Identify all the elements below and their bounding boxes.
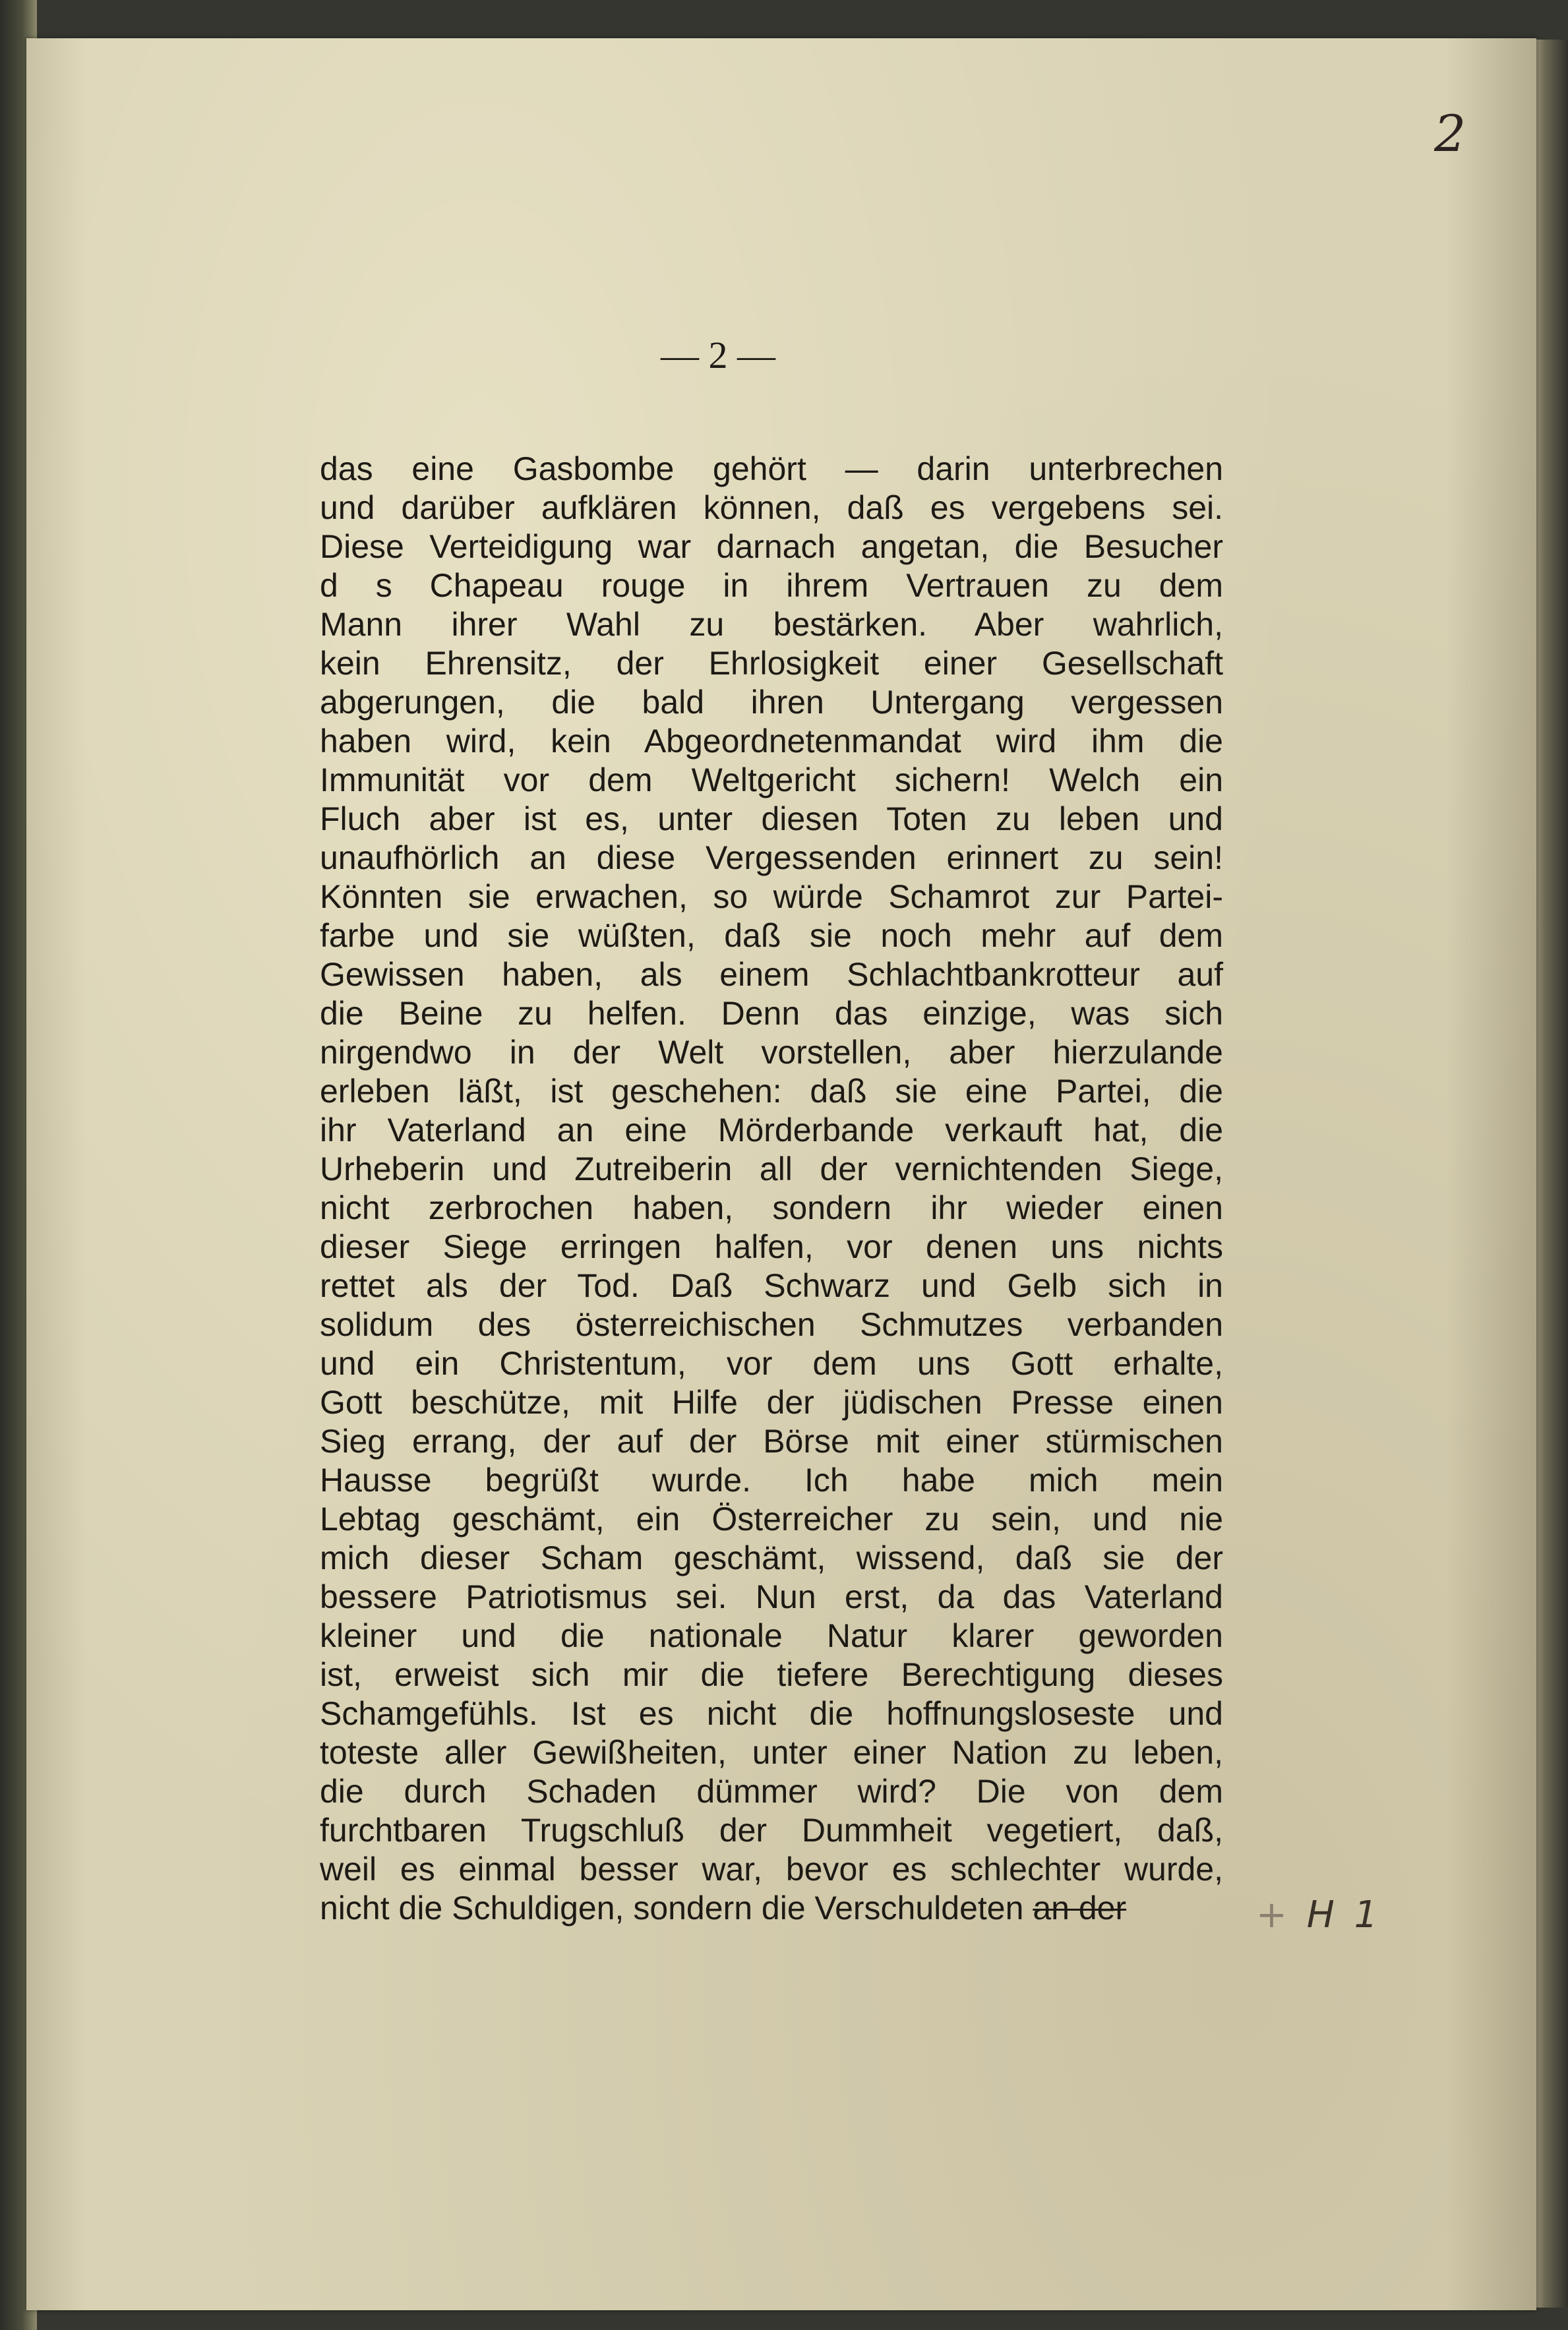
text-line: Diese Verteidigung war darnach angetan, die Besucher — [320, 528, 1223, 565]
text-line: bessere Patriotismus sei. Nun erst, da das Vaterland — [320, 1578, 1223, 1615]
text-line: und darüber aufklären können, daß es vergebens sei. — [320, 489, 1223, 526]
text-line: ihr Vaterland an eine Mörderbande verkauft hat, die — [320, 1112, 1223, 1149]
text-line: erleben läßt, ist geschehen: daß sie eine Partei, die — [320, 1073, 1223, 1110]
text-line: Hausse begrüßt wurde. Ich habe mich mein — [320, 1462, 1223, 1499]
body-text — [320, 450, 1223, 1928]
text-line: nirgendwo in der Welt vorstellen, aber hierzulande — [320, 1034, 1223, 1071]
text-line: Gott beschütze, mit Hilfe der jüdischen Presse einen — [320, 1384, 1223, 1421]
text-line: farbe und sie wüßten, daß sie noch mehr auf dem — [320, 917, 1223, 954]
text-line: ist, erweist sich mir die tiefere Berechtigung dieses — [320, 1656, 1223, 1693]
text-line: das eine Gasbombe gehört — darin unterbrechen — [320, 450, 1223, 487]
text-line: toteste aller Gewißheiten, unter einer Nation zu leben, — [320, 1734, 1223, 1771]
text-line: unaufhörlich an diese Vergessenden erinnert zu sein! — [320, 839, 1223, 876]
text-line: Lebtag geschämt, ein Österreicher zu sein, und nie — [320, 1501, 1223, 1538]
text-line: und ein Christentum, vor dem uns Gott erhalte, — [320, 1345, 1223, 1382]
text-line: Könnten sie erwachen, so würde Schamrot zur Partei- — [320, 878, 1223, 915]
text-line: rettet als der Tod. Daß Schwarz und Gelb sich in — [320, 1267, 1223, 1304]
struck-words: an der — [1033, 1890, 1127, 1927]
text-line: d s Chapeau rouge in ihrem Vertrauen zu dem — [320, 567, 1223, 604]
text-line: nicht zerbrochen haben, sondern ihr wieder einen — [320, 1189, 1223, 1226]
annotation-text: H 1 — [1306, 1894, 1382, 1936]
margin-annotation — [1256, 1894, 1381, 1936]
text-line: dieser Siege erringen halfen, vor denen uns nichts — [320, 1228, 1223, 1265]
last-line-text: nicht die Schuldigen, sondern die Verschuldeten — [320, 1890, 1033, 1927]
text-line: Urheberin und Zutreiberin all der vernichtenden Siege, — [320, 1150, 1223, 1187]
handwritten-folio-number: 2 — [1434, 104, 1466, 163]
text-line: furchtbaren Trugschluß der Dummheit vegetiert, daß, — [320, 1812, 1223, 1849]
text-line: abgerungen, die bald ihren Untergang vergessen — [320, 684, 1223, 721]
text-line: Schamgefühls. Ist es nicht die hoffnungsloseste und — [320, 1695, 1223, 1732]
text-line: kein Ehrensitz, der Ehrlosigkeit einer Gesellschaft — [320, 645, 1223, 682]
text-line: Immunität vor dem Weltgericht sichern! Welch ein — [320, 762, 1223, 798]
text-line: Mann ihrer Wahl zu bestärken. Aber wahrlich, — [320, 606, 1223, 643]
text-line: die durch Schaden dümmer wird? Die von dem — [320, 1773, 1223, 1810]
page-number: — 2 — — [661, 334, 775, 376]
text-line: Fluch aber ist es, unter diesen Toten zu leben und — [320, 800, 1223, 837]
text-line: weil es einmal besser war, bevor es schlechter wurde, — [320, 1851, 1223, 1888]
text-line: Gewissen haben, als einem Schlachtbankrotteur auf — [320, 956, 1223, 993]
text-line: solidum des österreichischen Schmutzes verbanden — [320, 1306, 1223, 1343]
text-line: mich dieser Scham geschämt, wissend, daß sie der — [320, 1539, 1223, 1576]
text-line: Sieg errang, der auf der Börse mit einer stürmischen — [320, 1423, 1223, 1460]
text-line: die Beine zu helfen. Denn das einzige, was sich — [320, 995, 1223, 1032]
text-line: kleiner und die nationale Natur klarer geworden — [320, 1617, 1223, 1654]
text-line: haben wird, kein Abgeordnetenmandat wird ihm die — [320, 723, 1223, 760]
annotation-plus: + — [1256, 1894, 1291, 1936]
text-line-last — [320, 1889, 1223, 1928]
